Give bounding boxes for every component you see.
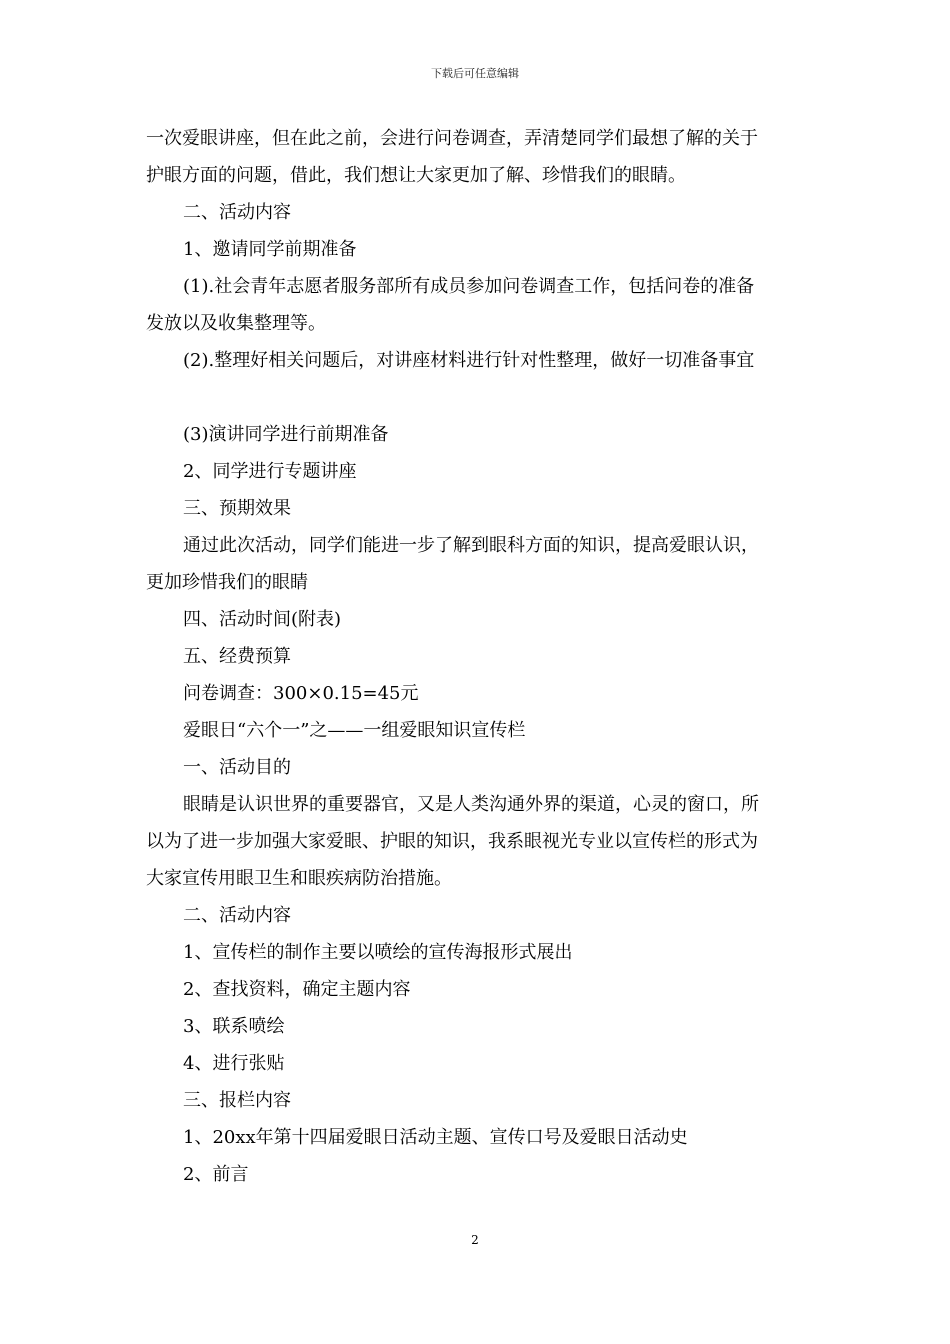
paragraph-line: 更加珍惜我们的眼睛 bbox=[146, 572, 308, 593]
paragraph-line: 大家宣传用眼卫生和眼疾病防治措施。 bbox=[146, 868, 452, 889]
list-item: 1、20xx年第十四届爱眼日活动主题、宣传口号及爱眼日活动史 bbox=[183, 1127, 688, 1148]
paragraph-line: 一次爱眼讲座，但在此之前，会进行问卷调查，弄清楚同学们最想了解的关于 bbox=[146, 128, 758, 149]
paragraph-line: 发放以及收集整理等。 bbox=[146, 313, 326, 334]
list-item: 1、邀请同学前期准备 bbox=[183, 239, 357, 260]
list-item: 2、同学进行专题讲座 bbox=[183, 461, 357, 482]
subtitle: 爱眼日“六个一”之——一组爱眼知识宣传栏 bbox=[183, 720, 526, 741]
list-item: 2、查找资料，确定主题内容 bbox=[183, 979, 411, 1000]
list-item: 3、联系喷绘 bbox=[183, 1016, 285, 1037]
list-item: 2、前言 bbox=[183, 1164, 249, 1185]
section-heading: 五、经费预算 bbox=[183, 646, 291, 667]
blank-line bbox=[146, 379, 806, 416]
paragraph-line: 通过此次活动，同学们能进一步了解到眼科方面的知识，提高爱眼认识， bbox=[183, 535, 759, 556]
section-heading: 三、报栏内容 bbox=[183, 1090, 291, 1111]
list-item: 4、进行张贴 bbox=[183, 1053, 285, 1074]
section-heading: 四、活动时间(附表) bbox=[183, 609, 342, 630]
list-item: (3)演讲同学进行前期准备 bbox=[183, 424, 389, 445]
document-body bbox=[146, 120, 806, 1193]
section-heading: 一、活动目的 bbox=[183, 757, 291, 778]
budget-line: 问卷调查：300×0.15=45元 bbox=[183, 683, 419, 704]
paragraph-line: 眼睛是认识世界的重要器官，又是人类沟通外界的渠道，心灵的窗口，所 bbox=[183, 794, 759, 815]
section-heading: 二、活动内容 bbox=[183, 905, 291, 926]
paragraph-line: 以为了进一步加强大家爱眼、护眼的知识，我系眼视光专业以宣传栏的形式为 bbox=[146, 831, 758, 852]
paragraph-line: (1).社会青年志愿者服务部所有成员参加问卷调查工作，包括问卷的准备 bbox=[183, 276, 755, 297]
paragraph-line: (2).整理好相关问题后，对讲座材料进行针对性整理，做好一切准备事宜 bbox=[183, 350, 755, 371]
page-header: 下载后可任意编辑 bbox=[431, 67, 519, 80]
section-heading: 二、活动内容 bbox=[183, 202, 291, 223]
list-item: 1、宣传栏的制作主要以喷绘的宣传海报形式展出 bbox=[183, 942, 573, 963]
page-number: 2 bbox=[471, 1233, 479, 1247]
section-heading: 三、预期效果 bbox=[183, 498, 291, 519]
paragraph-line: 护眼方面的问题，借此，我们想让大家更加了解、珍惜我们的眼睛。 bbox=[146, 165, 686, 186]
